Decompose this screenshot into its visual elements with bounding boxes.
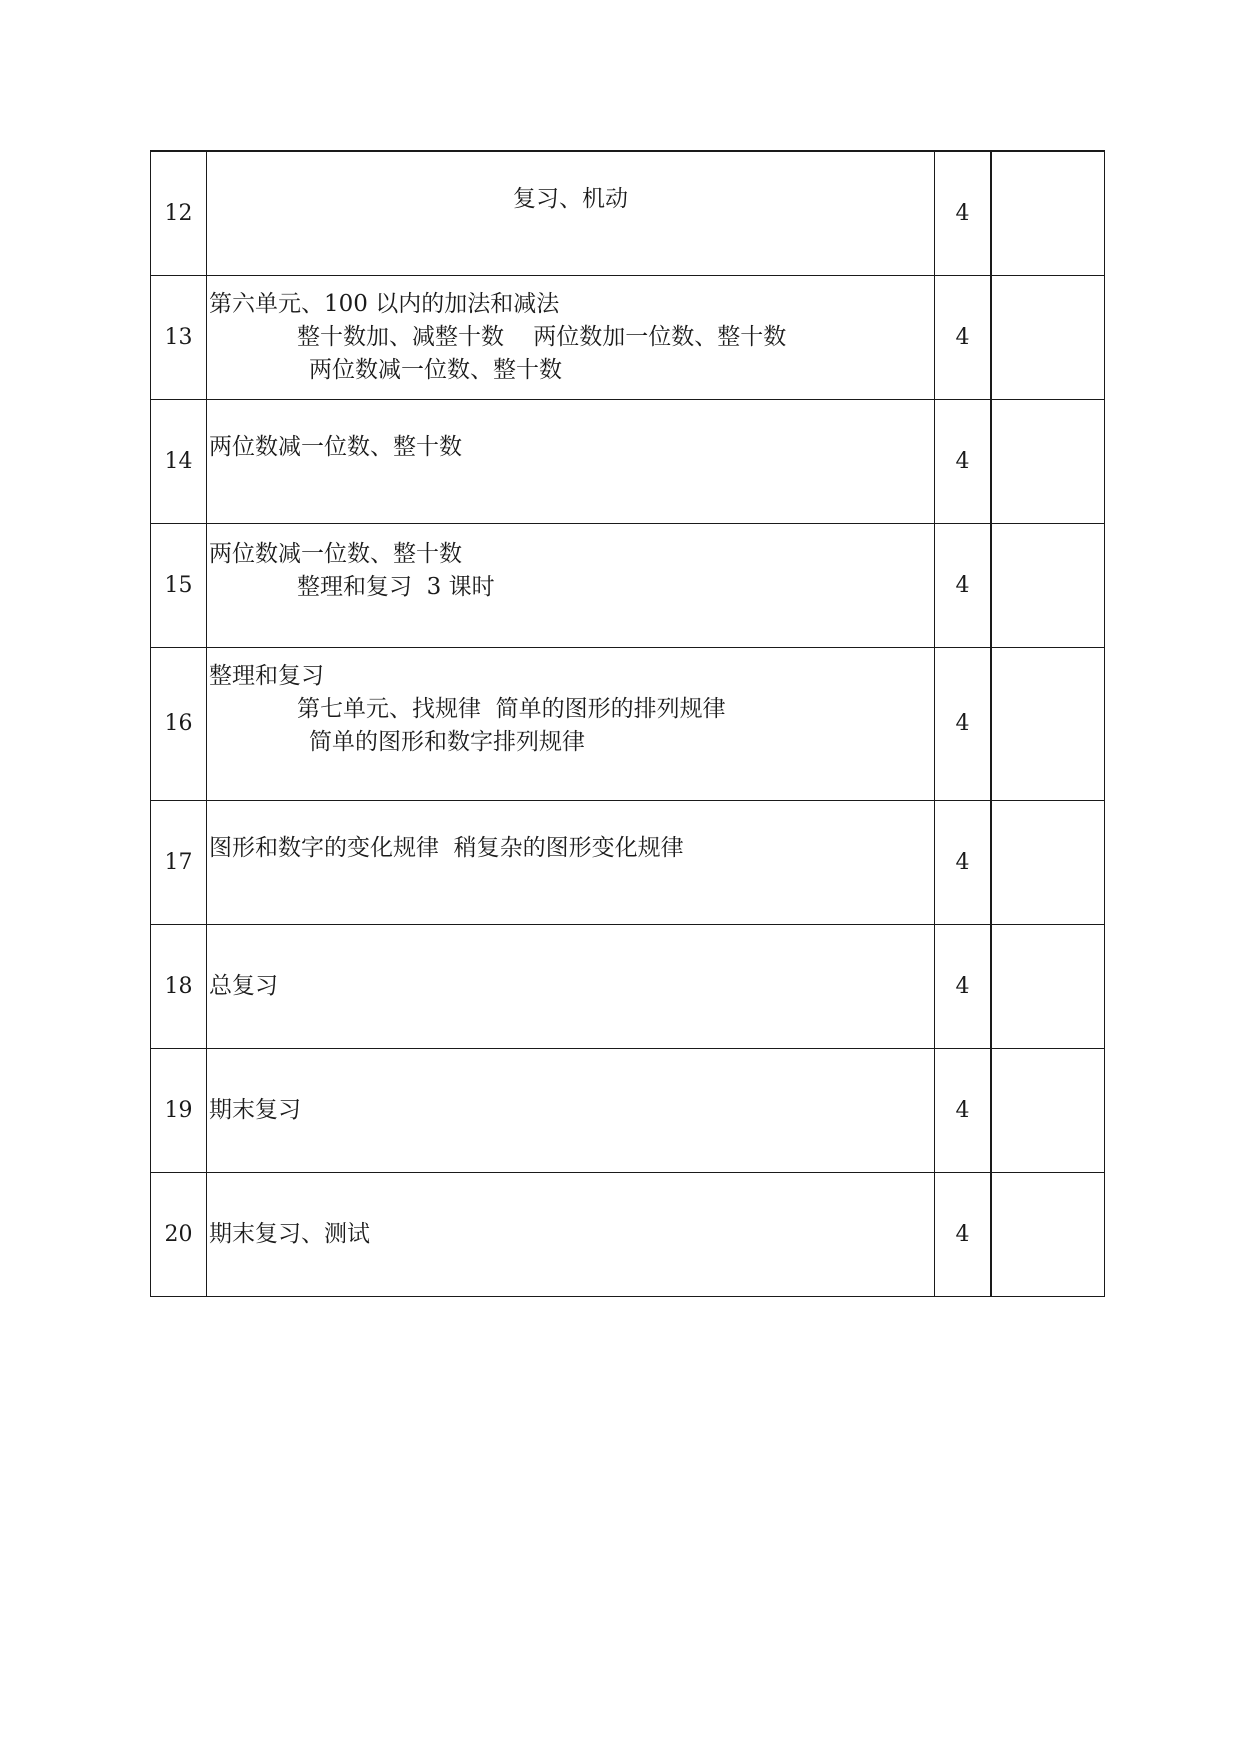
table-row (151, 399, 1105, 523)
notes-cell (991, 399, 1105, 523)
lesson-hours: 4 (935, 924, 992, 1048)
lesson-line: 整理和复习 (209, 663, 324, 689)
lesson-line: 两位数减一位数、整十数 (209, 541, 462, 567)
table-row (151, 275, 1105, 399)
lesson-content (207, 151, 935, 275)
lesson-line: 复习、机动 (513, 185, 628, 212)
lesson-line: 期末复习 (209, 1096, 301, 1123)
lesson-hours: 4 (935, 1172, 992, 1296)
lesson-line: 总复习 (209, 972, 278, 999)
table-row (151, 523, 1105, 647)
week-number: 15 (151, 523, 207, 647)
table-row (151, 647, 1105, 800)
lesson-hours: 4 (935, 647, 992, 800)
notes-cell (991, 800, 1105, 924)
week-number: 16 (151, 647, 207, 800)
table-row (151, 800, 1105, 924)
lesson-content (207, 800, 935, 924)
notes-cell (991, 1172, 1105, 1296)
lesson-hours: 4 (935, 275, 992, 399)
week-number: 14 (151, 399, 207, 523)
notes-cell (991, 924, 1105, 1048)
lesson-content (207, 1048, 935, 1172)
lesson-content (207, 924, 935, 1048)
table-row (151, 1048, 1105, 1172)
notes-cell (991, 523, 1105, 647)
week-number: 13 (151, 275, 207, 399)
table-row (151, 1172, 1105, 1296)
lesson-hours: 4 (935, 151, 992, 275)
lesson-line: 第六单元、100 以内的加法和减法 (209, 290, 560, 317)
lesson-content (207, 1172, 935, 1296)
lesson-line: 整理和复习 3 课时 (297, 574, 495, 600)
schedule-table (150, 150, 1105, 1297)
lesson-line: 整十数加、减整十数 两位数加一位数、整十数 (297, 323, 787, 350)
week-number: 19 (151, 1048, 207, 1172)
lesson-line: 图形和数字的变化规律 稍复杂的图形变化规律 (209, 834, 684, 861)
lesson-content (207, 523, 935, 647)
table-row (151, 924, 1105, 1048)
lesson-line: 两位数减一位数、整十数 (209, 433, 462, 460)
lesson-content (207, 399, 935, 523)
lesson-content (207, 647, 935, 800)
lesson-content (207, 275, 935, 399)
week-number: 17 (151, 800, 207, 924)
lesson-line: 简单的图形和数字排列规律 (309, 729, 585, 755)
notes-cell (991, 647, 1105, 800)
notes-cell (991, 151, 1105, 275)
notes-cell (991, 275, 1105, 399)
lesson-hours: 4 (935, 1048, 992, 1172)
lesson-line: 两位数减一位数、整十数 (309, 356, 562, 383)
lesson-line: 期末复习、测试 (209, 1220, 370, 1247)
week-number: 18 (151, 924, 207, 1048)
table-row (151, 151, 1105, 275)
week-number: 12 (151, 151, 207, 275)
lesson-hours: 4 (935, 523, 992, 647)
lesson-hours: 4 (935, 399, 992, 523)
week-number: 20 (151, 1172, 207, 1296)
lesson-line: 第七单元、找规律 简单的图形的排列规律 (297, 696, 726, 722)
lesson-hours: 4 (935, 800, 992, 924)
notes-cell (991, 1048, 1105, 1172)
